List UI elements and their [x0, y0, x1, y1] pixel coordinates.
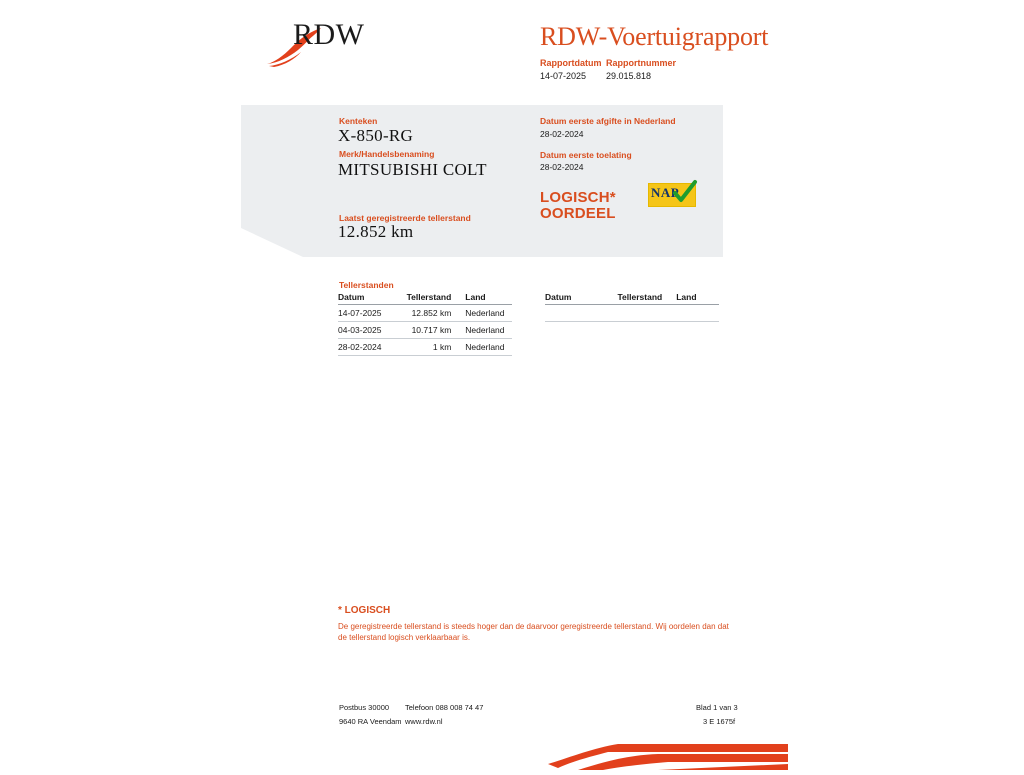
- cell-datum: 14-07-2025: [338, 305, 397, 322]
- cell-land: Nederland: [457, 322, 512, 339]
- col-land: Land: [457, 291, 512, 305]
- footer-page-number: Blad 1 van 3: [696, 703, 738, 712]
- footer-postbus: Postbus 30000: [339, 703, 390, 712]
- tellerstanden-title: Tellerstanden: [339, 280, 394, 290]
- footer-website[interactable]: www.rdw.nl: [405, 717, 443, 726]
- report-date: [540, 58, 606, 81]
- table-row: [338, 339, 512, 356]
- report-date-value: 14-07-2025: [540, 71, 587, 81]
- rdw-stripes-graphic-icon: [548, 742, 788, 770]
- check-mark-icon: [672, 179, 698, 205]
- footnote-body: De geregistreerde tellerstand is steeds hoger dan de daarvoor geregistreerde tellerstand. Wij oordelen dan dat de tellerstand logisch verklaarbaar is.: [338, 622, 729, 642]
- merk-value: MITSUBISHI COLT: [338, 160, 487, 179]
- report-date-label: Rapportdatum: [540, 58, 602, 68]
- panel-corner-notch: [241, 228, 303, 257]
- eerste-afgifte-label: Datum eerste afgifte in Nederland: [540, 116, 676, 126]
- report-number-label: Rapportnummer: [606, 58, 677, 68]
- footer-telephone: Telefoon 088 008 74 47: [405, 703, 484, 712]
- col-land: Land: [668, 291, 719, 305]
- tellerstanden-table-right: [545, 291, 719, 322]
- footer-city: 9640 RA Veendam: [339, 717, 402, 726]
- oordeel-badge-text: [540, 190, 616, 222]
- report-meta: [540, 58, 800, 81]
- cell-land: Nederland: [457, 339, 512, 356]
- nap-badge-label: NAP: [651, 185, 680, 200]
- brand-wordmark: RDW: [293, 18, 365, 51]
- footer-form-code: 3 E 1675f: [703, 717, 736, 726]
- report-number-value: 29.015.818: [606, 71, 652, 81]
- laatste-tellerstand-value: 12.852 km: [338, 222, 414, 241]
- merk-label: Merk/Handelsbenaming: [339, 149, 435, 159]
- oordeel-line-2: OORDEEL: [540, 205, 616, 222]
- laatste-tellerstand-label: Laatst geregistreerde tellerstand: [339, 213, 471, 223]
- tellerstanden-table-left: [338, 291, 512, 356]
- col-tellerstand: Tellerstand: [607, 291, 668, 305]
- cell-land: Nederland: [457, 305, 512, 322]
- col-datum: Datum: [545, 291, 607, 305]
- eerste-toelating-value: 28-02-2024: [540, 162, 584, 172]
- table-header-row: [338, 291, 512, 305]
- col-tellerstand: Tellerstand: [397, 291, 457, 305]
- kenteken-value: X-850-RG: [338, 126, 414, 145]
- col-datum: Datum: [338, 291, 397, 305]
- table-row: [338, 305, 512, 322]
- nap-badge: [648, 183, 696, 207]
- eerste-toelating-label: Datum eerste toelating: [540, 150, 632, 160]
- report-title: RDW-Voertuigrapport: [540, 22, 769, 51]
- cell-datum: 28-02-2024: [338, 339, 397, 356]
- cell-datum: 04-03-2025: [338, 322, 397, 339]
- eerste-afgifte-value: 28-02-2024: [540, 129, 584, 139]
- cell-tellerstand: 1 km: [397, 339, 457, 356]
- table-row: [338, 322, 512, 339]
- cell-tellerstand: 10.717 km: [397, 322, 457, 339]
- footnote-title: * LOGISCH: [338, 605, 391, 616]
- vehicle-summary-panel: [241, 105, 723, 257]
- report-number: [606, 58, 726, 81]
- oordeel-line-1: LOGISCH*: [540, 189, 616, 206]
- table-header-row: [545, 291, 719, 305]
- kenteken-label: Kenteken: [339, 116, 378, 126]
- cell-tellerstand: 12.852 km: [397, 305, 457, 322]
